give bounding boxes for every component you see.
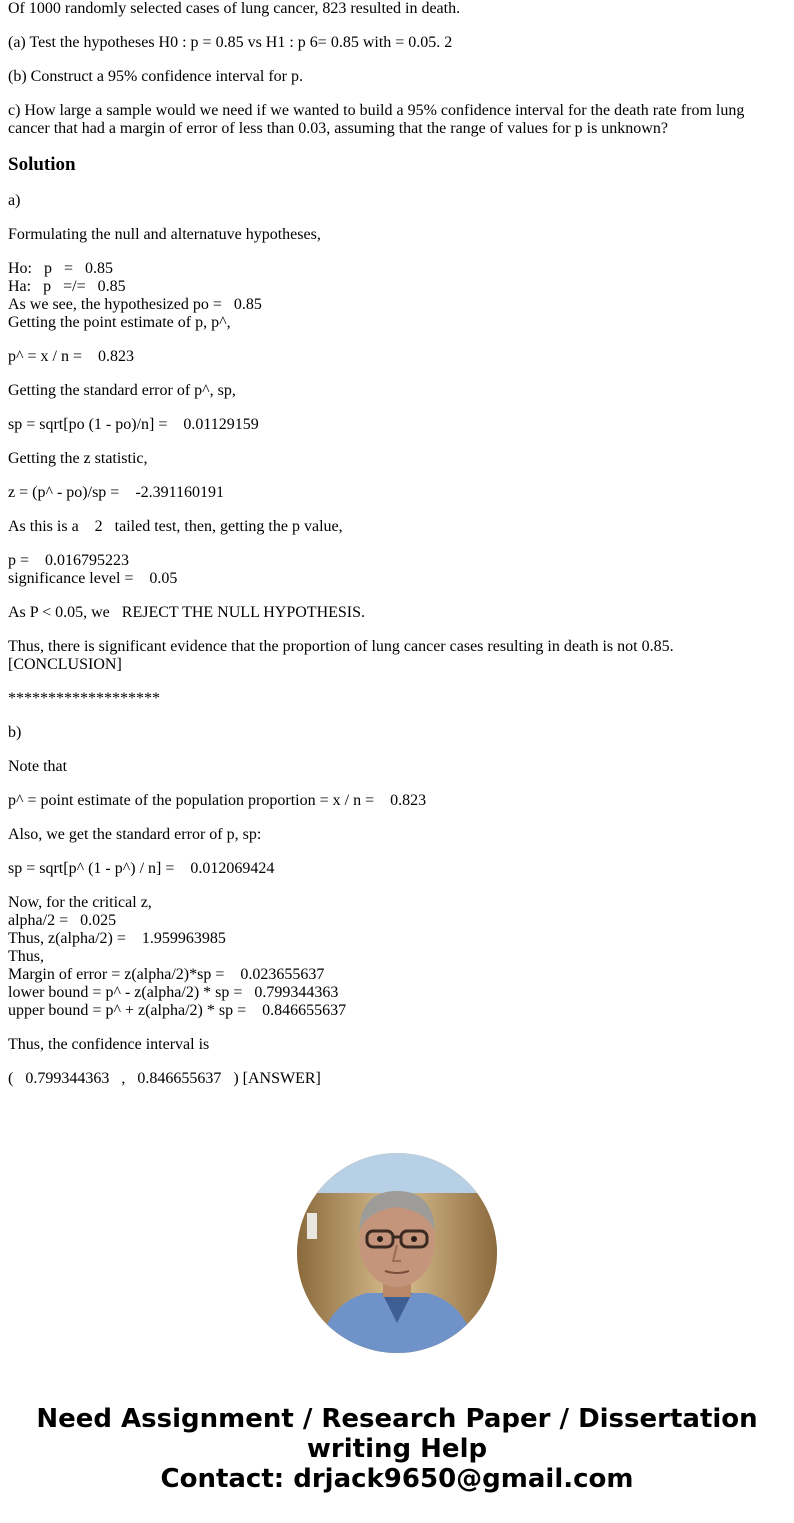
note-that: Note that xyxy=(8,758,68,775)
conclusion-text: Thus, there is significant evidence that the proportion of lung cancer cases resulting in death is not 0.85. [CONCLUSION] xyxy=(8,638,674,673)
part-a-label: a) xyxy=(8,192,21,209)
separator: ******************* xyxy=(8,690,160,707)
point-estimate-intro: Getting the point estimate of p, p^, xyxy=(8,314,231,331)
lower-bound: lower bound = p^ - z(alpha/2) * sp = 0.799344363 xyxy=(8,984,339,1001)
hypotheses-block xyxy=(8,260,786,332)
question-intro: Of 1000 randomly selected cases of lung cancer, 823 resulted in death. xyxy=(8,0,461,17)
promo-line-1: Need Assignment / Research Paper / Dissertation xyxy=(36,1404,758,1434)
question-part-b: (b) Construct a 95% confidence interval for p. xyxy=(8,68,304,85)
z-value: z = (p^ - po)/sp = -2.391160191 xyxy=(8,484,225,501)
document-body xyxy=(8,0,786,1122)
reject-decision: As P < 0.05, we REJECT THE NULL HYPOTHESIS. xyxy=(8,604,366,621)
promo-banner xyxy=(0,1404,794,1494)
ci-intro: Thus, the confidence interval is xyxy=(8,1036,210,1053)
portrait-image xyxy=(297,1153,497,1353)
b-sp-value: sp = sqrt[p^ (1 - p^) / n] = 0.012069424 xyxy=(8,860,275,877)
hypotheses-intro: Formulating the null and alternatuve hypotheses, xyxy=(8,226,321,243)
b-phat-value: p^ = point estimate of the population proportion = x / n = 0.823 xyxy=(8,792,427,809)
confidence-interval: ( 0.799344363 , 0.846655637 ) [ANSWER] xyxy=(8,1070,321,1087)
alpha-half: alpha/2 = 0.025 xyxy=(8,912,117,929)
tailed-test-text: As this is a 2 tailed test, then, getting the p value, xyxy=(8,518,343,535)
sp-value: sp = sqrt[po (1 - po)/n] = 0.01129159 xyxy=(8,416,259,433)
null-hypothesis: Ho: p = 0.85 xyxy=(8,260,114,277)
part-b-label: b) xyxy=(8,724,22,741)
z-intro: Getting the z statistic, xyxy=(8,450,148,467)
question-part-c: c) How large a sample would we need if we wanted to build a 95% confidence interval for the death rate from lung cancer that had a margin of error of less than 0.03, assuming that the range of values for p is unknown? xyxy=(8,102,745,137)
critical-z-intro: Now, for the critical z, xyxy=(8,894,152,911)
promo-contact: Contact: drjack9650@gmail.com xyxy=(160,1464,634,1494)
question-part-a: (a) Test the hypotheses H0 : p = 0.85 vs H1 : p 6= 0.85 with = 0.05. 2 xyxy=(8,34,453,51)
alt-hypothesis: Ha: p =/= 0.85 xyxy=(8,278,126,295)
critical-z-block xyxy=(8,894,786,1020)
margin-of-error: Margin of error = z(alpha/2)*sp = 0.023655637 xyxy=(8,966,325,983)
significance-level: significance level = 0.05 xyxy=(8,570,178,587)
p-value-block xyxy=(8,552,786,588)
hypothesized-po: As we see, the hypothesized po = 0.85 xyxy=(8,296,262,313)
promo-line-2: writing Help xyxy=(306,1434,488,1464)
author-photo xyxy=(297,1153,497,1353)
se-intro: Getting the standard error of p^, sp, xyxy=(8,382,236,399)
solution-heading: Solution xyxy=(8,154,76,175)
z-alpha-half: Thus, z(alpha/2) = 1.959963985 xyxy=(8,930,226,947)
upper-bound: upper bound = p^ + z(alpha/2) * sp = 0.846655637 xyxy=(8,1002,347,1019)
phat-value: p^ = x / n = 0.823 xyxy=(8,348,134,365)
thus-text: Thus, xyxy=(8,948,44,965)
b-se-intro: Also, we get the standard error of p, sp: xyxy=(8,826,262,843)
p-value: p = 0.016795223 xyxy=(8,552,130,569)
